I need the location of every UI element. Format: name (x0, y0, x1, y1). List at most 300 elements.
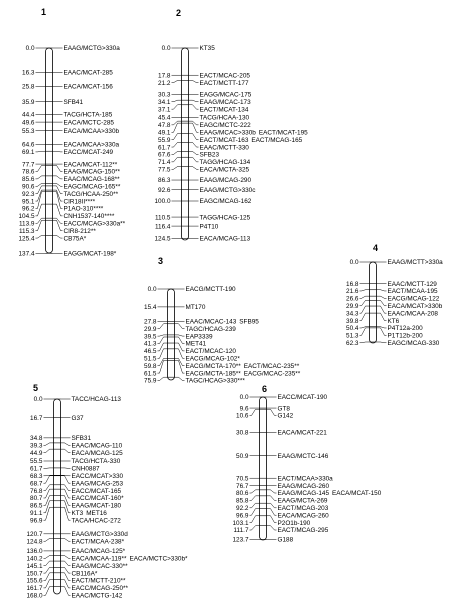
linkage-group-6 (233, 384, 382, 544)
marker-connector (267, 526, 277, 530)
marker-position: 41.3 (144, 340, 157, 348)
marker-position: 96.9 (236, 512, 249, 520)
marker-row (22, 176, 120, 183)
marker-position: 125.4 (18, 235, 35, 243)
position-connector (44, 573, 54, 581)
marker-connector (377, 296, 387, 298)
marker-label: EACA/MCAT-112** (63, 161, 118, 169)
marker-connector (267, 516, 277, 523)
marker-label: EAAG/MCAT-180 (71, 502, 122, 510)
marker-label: EACA/MCAA>330b (63, 127, 120, 135)
marker-label: EACA/MCAG-260 (277, 512, 329, 520)
marker-label: TAGG/HCAG-134 (199, 159, 251, 167)
marker-position: 69.1 (22, 149, 35, 157)
marker-connector (377, 342, 387, 343)
marker-label: SFB95 (239, 318, 259, 326)
marker-label: CB75A* (63, 235, 87, 243)
marker-position: 92.3 (22, 190, 35, 198)
marker-label: EAAG/MCAG-145 (277, 490, 329, 498)
marker-label: EAGC/MCTC-222 (199, 122, 251, 130)
marker-position: 34.1 (158, 98, 171, 106)
marker-label: EAGC/MCAG-162 (199, 198, 252, 206)
marker-label: EACG/MCAC-235** (243, 370, 301, 378)
marker-position: 29.9 (346, 302, 359, 310)
marker-label: EAAG/MCAG-253 (71, 480, 123, 488)
marker-position: 35.9 (22, 98, 35, 106)
marker-label: EAAC/MCTG-142 (71, 592, 123, 600)
marker-label: EACT/MCAC-235** (243, 362, 300, 370)
chromosome-bar (260, 397, 267, 540)
marker-row (155, 214, 251, 221)
chromosome-bar (54, 399, 61, 594)
marker-position: 21.2 (158, 79, 171, 87)
marker-position: 50.4 (346, 325, 359, 333)
marker-position: 95.1 (22, 198, 35, 206)
marker-label: CIR18II**** (63, 198, 96, 206)
marker-position: 155.6 (26, 577, 43, 585)
marker-connector (267, 490, 277, 493)
marker-row (346, 340, 440, 347)
marker-position: 70.5 (236, 475, 249, 483)
marker-label: EAGG/MCAT-198* (63, 250, 117, 258)
marker-position: 30.8 (236, 429, 249, 437)
marker-connector (175, 335, 185, 336)
marker-label: EACA/MCAG-113 (199, 235, 251, 243)
marker-position: 0.0 (33, 396, 43, 404)
marker-row (22, 70, 113, 77)
marker-connector (377, 313, 387, 320)
marker-connector (61, 556, 71, 559)
marker-label: EACC/MCAG-250** (71, 585, 128, 593)
marker-label: CIR8-212** (63, 227, 96, 235)
marker-position: 92.2 (236, 505, 249, 513)
position-connector (36, 192, 46, 209)
marker-position: 67.6 (158, 151, 171, 159)
marker-position: 34.8 (30, 435, 43, 443)
marker-position: 50.9 (236, 452, 249, 460)
marker-position: 86.3 (158, 177, 171, 185)
marker-row (144, 324, 236, 333)
linkage-group-3 (144, 256, 301, 385)
marker-label: EAAC/MCAA-208 (387, 310, 438, 318)
marker-row (144, 304, 206, 311)
marker-connector (61, 573, 71, 581)
position-connector (44, 561, 54, 566)
marker-label: EACA/MCAG-125 (71, 449, 123, 457)
marker-row (158, 166, 249, 173)
marker-row (144, 319, 259, 326)
marker-label: EACC/MCAT-160* (71, 495, 124, 503)
position-connector (44, 538, 54, 541)
position-connector (360, 300, 370, 305)
marker-position: 92.6 (158, 186, 171, 194)
marker-label: EAAC/MCAG-125* (71, 548, 126, 556)
marker-position: 96.2 (22, 205, 35, 213)
position-connector (44, 443, 54, 445)
marker-label: P4T10 (199, 223, 219, 231)
marker-label: EACT/MCAA-238* (71, 538, 125, 546)
marker-label: CB116A* (71, 570, 98, 578)
marker-label: EACG/MCAG-122 (387, 295, 440, 303)
marker-label: KT35 (199, 45, 215, 53)
marker-row (27, 548, 126, 555)
chromosome-bar (370, 262, 377, 343)
marker-label: P1T12b-200 (387, 332, 423, 340)
marker-row (34, 396, 122, 403)
marker-connector (61, 476, 71, 483)
marker-label: EAAG/MCAG-150** (63, 168, 120, 176)
marker-label: CNH1537-140**** (63, 213, 115, 221)
marker-row (22, 161, 118, 168)
marker-position: 0.0 (25, 45, 35, 53)
marker-row (158, 187, 256, 194)
marker-row (236, 453, 329, 460)
marker-row (22, 112, 113, 119)
marker-label: EAAG/MCAG-260 (277, 482, 329, 490)
marker-position: 37.1 (158, 106, 171, 114)
marker-position: 64.6 (22, 141, 35, 149)
marker-position: 0.0 (349, 259, 359, 267)
marker-label: EACT/MCAT-134 (199, 106, 249, 114)
marker-label: EAAG/MCTG>330c (199, 186, 256, 194)
marker-position: 123.7 (232, 536, 249, 544)
position-connector (172, 151, 182, 154)
marker-row (22, 119, 114, 126)
marker-label: EACT/MCTT-177 (199, 79, 249, 87)
marker-position: 45.4 (158, 114, 171, 122)
marker-row (346, 288, 438, 295)
marker-row (30, 449, 123, 457)
marker-row (158, 115, 249, 122)
marker-row (27, 561, 129, 570)
marker-connector (189, 105, 199, 109)
marker-connector (53, 151, 63, 152)
marker-label: EACC/MCAT-249 (63, 149, 114, 157)
marker-row (158, 99, 251, 106)
marker-connector (175, 324, 185, 329)
marker-label: P2O1b-190 (277, 519, 311, 527)
marker-label: EAAC/MCAG-110 (71, 442, 123, 450)
position-connector (360, 290, 370, 291)
marker-position: 29.9 (144, 325, 157, 333)
marker-label: TACA/HCAC-272 (71, 517, 121, 525)
marker-row (236, 490, 382, 497)
marker-label: EACG/MCTA-170** (185, 362, 241, 370)
marker-position: 55.5 (30, 458, 43, 466)
marker-label: EACC/MCAT-165 (71, 487, 122, 495)
marker-label: TACG/HCTA-330 (71, 458, 121, 466)
marker-label: EACA/MCTC>330b* (129, 555, 188, 563)
marker-label: EACC/MCAT>330 (71, 472, 124, 480)
marker-label: EACG/MCTA-185** (185, 370, 241, 378)
position-connector (158, 343, 168, 351)
marker-row (30, 458, 121, 465)
marker-connector (53, 204, 63, 216)
marker-label: EACA/MCAT-221 (277, 429, 327, 437)
marker-label: EAAG/MCAC-173 (199, 98, 251, 106)
marker-connector (377, 300, 387, 305)
marker-label: EAAG/MCTT>330a (387, 259, 443, 267)
linkage-group-4 (346, 243, 443, 347)
marker-position: 0.0 (161, 45, 171, 53)
marker-label: EACC/MCAG>330a** (63, 220, 126, 228)
marker-row (22, 128, 119, 135)
marker-label: EAAC/MCAT-285 (63, 69, 113, 77)
marker-label: MT170 (185, 304, 206, 312)
position-connector (44, 485, 54, 491)
position-connector (44, 556, 54, 559)
marker-connector (189, 167, 199, 170)
linkage-group-title: 2 (176, 8, 182, 18)
position-connector (172, 142, 182, 147)
marker-label: EAAG/MCTG>330d (71, 531, 128, 539)
marker-label: SFB41 (63, 98, 84, 106)
marker-connector (267, 503, 277, 508)
marker-row (158, 177, 251, 184)
marker-label: EACG/MCAG-102* (185, 355, 240, 363)
chromosome-bar (46, 48, 53, 253)
marker-label: EACA/MCTC-285 (63, 119, 114, 127)
marker-label: EACT/MCAC-120 (185, 348, 236, 356)
marker-position: 91.1 (30, 509, 43, 517)
marker-row (30, 473, 123, 480)
position-connector (172, 105, 182, 109)
marker-position: 16.7 (30, 414, 43, 422)
chromosome-bar (182, 48, 189, 240)
marker-position: 68.3 (30, 472, 43, 480)
position-connector (44, 567, 54, 573)
marker-position: 46.5 (144, 348, 157, 356)
marker-label: EAGG/MCAC-175 (199, 91, 252, 99)
marker-label: G142 (277, 412, 294, 420)
position-connector (250, 526, 260, 530)
marker-label: EACT/MCAG-203 (277, 505, 329, 513)
marker-connector (175, 377, 185, 380)
position-connector (360, 313, 370, 320)
marker-connector (189, 123, 199, 132)
marker-row (30, 466, 100, 473)
position-connector (172, 100, 182, 102)
marker-position: 124.5 (154, 235, 171, 243)
marker-label: EAAG/MCTG>330a (63, 45, 120, 53)
marker-label: EACT/MCTT-210** (71, 577, 126, 585)
marker-row (155, 236, 251, 243)
position-connector (36, 165, 46, 171)
marker-label: TACG/HCAA-250** (63, 190, 119, 198)
marker-position: 115.3 (18, 227, 35, 235)
marker-label: P4T12a-200 (387, 325, 423, 333)
marker-label: GT8 (277, 405, 290, 413)
marker-position: 76.7 (236, 482, 249, 490)
marker-label: MET16 (86, 509, 107, 517)
position-connector (360, 328, 370, 336)
marker-connector (267, 409, 277, 415)
marker-position: 136.0 (26, 548, 43, 556)
marker-row (27, 531, 129, 538)
marker-position: 71.4 (158, 159, 171, 167)
linkage-group-title: 3 (158, 256, 164, 266)
marker-row (350, 259, 444, 266)
marker-connector (175, 360, 185, 373)
marker-label: KT6 (387, 317, 400, 325)
marker-position: 44.9 (30, 449, 43, 457)
marker-connector (189, 151, 199, 154)
linkage-group-title: 1 (41, 7, 47, 17)
marker-position: 16.8 (346, 280, 359, 288)
marker-position: 21.6 (346, 288, 359, 296)
marker-row (155, 198, 252, 205)
marker-position: 34.3 (346, 310, 359, 318)
marker-row (22, 142, 119, 149)
marker-label: KT3 (71, 509, 84, 517)
marker-position: 9.6 (239, 405, 249, 413)
marker-position: 124.8 (26, 538, 43, 546)
marker-position: 100.0 (154, 198, 171, 206)
marker-label: EAAG/MCAC-330** (71, 562, 128, 570)
marker-label: EACA/MCAT-150 (332, 490, 382, 498)
marker-row (236, 430, 327, 437)
marker-label: EACA/MCAA-119** (71, 555, 127, 563)
marker-label: EAAC/MCAC-143 (185, 318, 237, 326)
marker-position: 77.7 (22, 161, 35, 169)
marker-row (236, 475, 333, 482)
marker-connector (175, 343, 185, 351)
marker-position: 55.9 (158, 136, 171, 144)
marker-position: 137.4 (18, 250, 35, 258)
marker-label: EAAG/MCAC>330b (199, 129, 256, 137)
marker-connector (53, 235, 63, 238)
marker-position: 10.6 (236, 412, 249, 420)
marker-row (27, 538, 125, 545)
marker-position: 39.5 (144, 333, 157, 341)
marker-label: EAAG/MCTC-146 (277, 452, 329, 460)
marker-label: EAAG/MCTA-269 (277, 497, 328, 505)
marker-position: 150.7 (26, 570, 43, 578)
marker-row (346, 325, 423, 332)
marker-connector (61, 567, 71, 573)
marker-connector (53, 192, 63, 209)
marker-label: EAP3339 (185, 333, 213, 341)
marker-position: 76.8 (30, 487, 43, 495)
marker-position: 62.3 (346, 339, 359, 347)
marker-connector (267, 509, 277, 516)
marker-label: EACT/MCAG-295 (277, 527, 329, 535)
marker-label: EACT/MCAA-195 (387, 288, 438, 296)
marker-row (158, 80, 249, 87)
marker-label: EACA/MCAT-156 (63, 83, 113, 91)
position-connector (158, 377, 168, 380)
marker-position: 61.5 (144, 370, 157, 378)
position-connector (158, 360, 168, 373)
position-connector (44, 476, 54, 483)
marker-label: G37 (71, 414, 84, 422)
marker-position: 44.4 (22, 111, 35, 119)
linkage-group-title: 5 (33, 383, 39, 393)
position-connector (250, 409, 260, 415)
marker-position: 78.6 (22, 168, 35, 176)
marker-connector (53, 165, 63, 171)
marker-position: 25.8 (22, 83, 35, 91)
marker-connector (61, 507, 71, 520)
linkage-group-title: 6 (262, 384, 268, 394)
marker-position: 96.9 (30, 517, 43, 525)
marker-label: SFB23 (199, 151, 220, 159)
marker-position: 51.3 (346, 332, 359, 340)
marker-label: EACT/MCAG-165 (251, 136, 303, 144)
marker-row (158, 92, 252, 99)
marker-label: EACA/MCAA>330a (63, 141, 120, 149)
position-connector (250, 509, 260, 516)
marker-connector (61, 485, 71, 491)
marker-row (30, 442, 123, 449)
marker-row (236, 483, 329, 490)
marker-position: 49.1 (158, 129, 171, 137)
marker-row (158, 105, 249, 114)
position-connector (158, 324, 168, 329)
marker-position: 168.0 (26, 592, 43, 600)
marker-row (22, 149, 113, 156)
marker-label: CNH0887 (71, 465, 100, 473)
marker-label: G188 (277, 536, 294, 544)
marker-row (148, 286, 236, 293)
marker-row (233, 526, 328, 535)
marker-position: 39.3 (30, 442, 43, 450)
marker-label: TAGC/HCAG-239 (185, 325, 236, 333)
marker-label: TACG/HCTA-185 (63, 111, 113, 119)
marker-connector (189, 134, 199, 140)
marker-position: 85.6 (22, 176, 35, 184)
marker-position: 85.8 (236, 497, 249, 505)
marker-row (346, 281, 437, 288)
marker-row (158, 121, 251, 129)
linkage-group-2 (155, 8, 309, 243)
marker-label: TACG/HCAA-130 (199, 114, 250, 122)
marker-position: 90.6 (22, 183, 35, 191)
marker-position: 47.8 (158, 122, 171, 130)
position-connector (360, 342, 370, 343)
marker-position: 140.2 (26, 555, 43, 563)
marker-connector (175, 349, 185, 358)
linkage-group-title: 4 (373, 243, 379, 253)
marker-connector (189, 157, 199, 162)
marker-position: 17.8 (158, 72, 171, 80)
marker-position: 16.3 (22, 69, 35, 77)
marker-label: TAGG/HCAG-125 (199, 214, 251, 222)
position-connector (172, 167, 182, 170)
marker-position: 111.7 (233, 527, 249, 535)
marker-position: 120.7 (26, 531, 43, 539)
marker-connector (189, 142, 199, 147)
marker-connector (61, 449, 71, 453)
marker-position: 0.0 (239, 394, 249, 402)
marker-row (240, 394, 328, 401)
marker-connector (53, 176, 63, 179)
marker-label: EAAC/MCTT-330 (199, 144, 249, 152)
linkage-group-1 (19, 7, 126, 257)
marker-position: 86.5 (30, 502, 43, 510)
marker-position: 113.9 (18, 220, 35, 228)
marker-connector (53, 220, 63, 230)
marker-position: 80.7 (30, 495, 43, 503)
marker-position: 61.7 (30, 465, 43, 473)
position-connector (44, 507, 54, 520)
marker-position: 77.5 (158, 166, 171, 174)
marker-row (19, 218, 126, 227)
position-connector (36, 176, 46, 179)
position-connector (36, 220, 46, 230)
marker-position: 116.4 (154, 223, 171, 231)
position-connector (250, 490, 260, 493)
